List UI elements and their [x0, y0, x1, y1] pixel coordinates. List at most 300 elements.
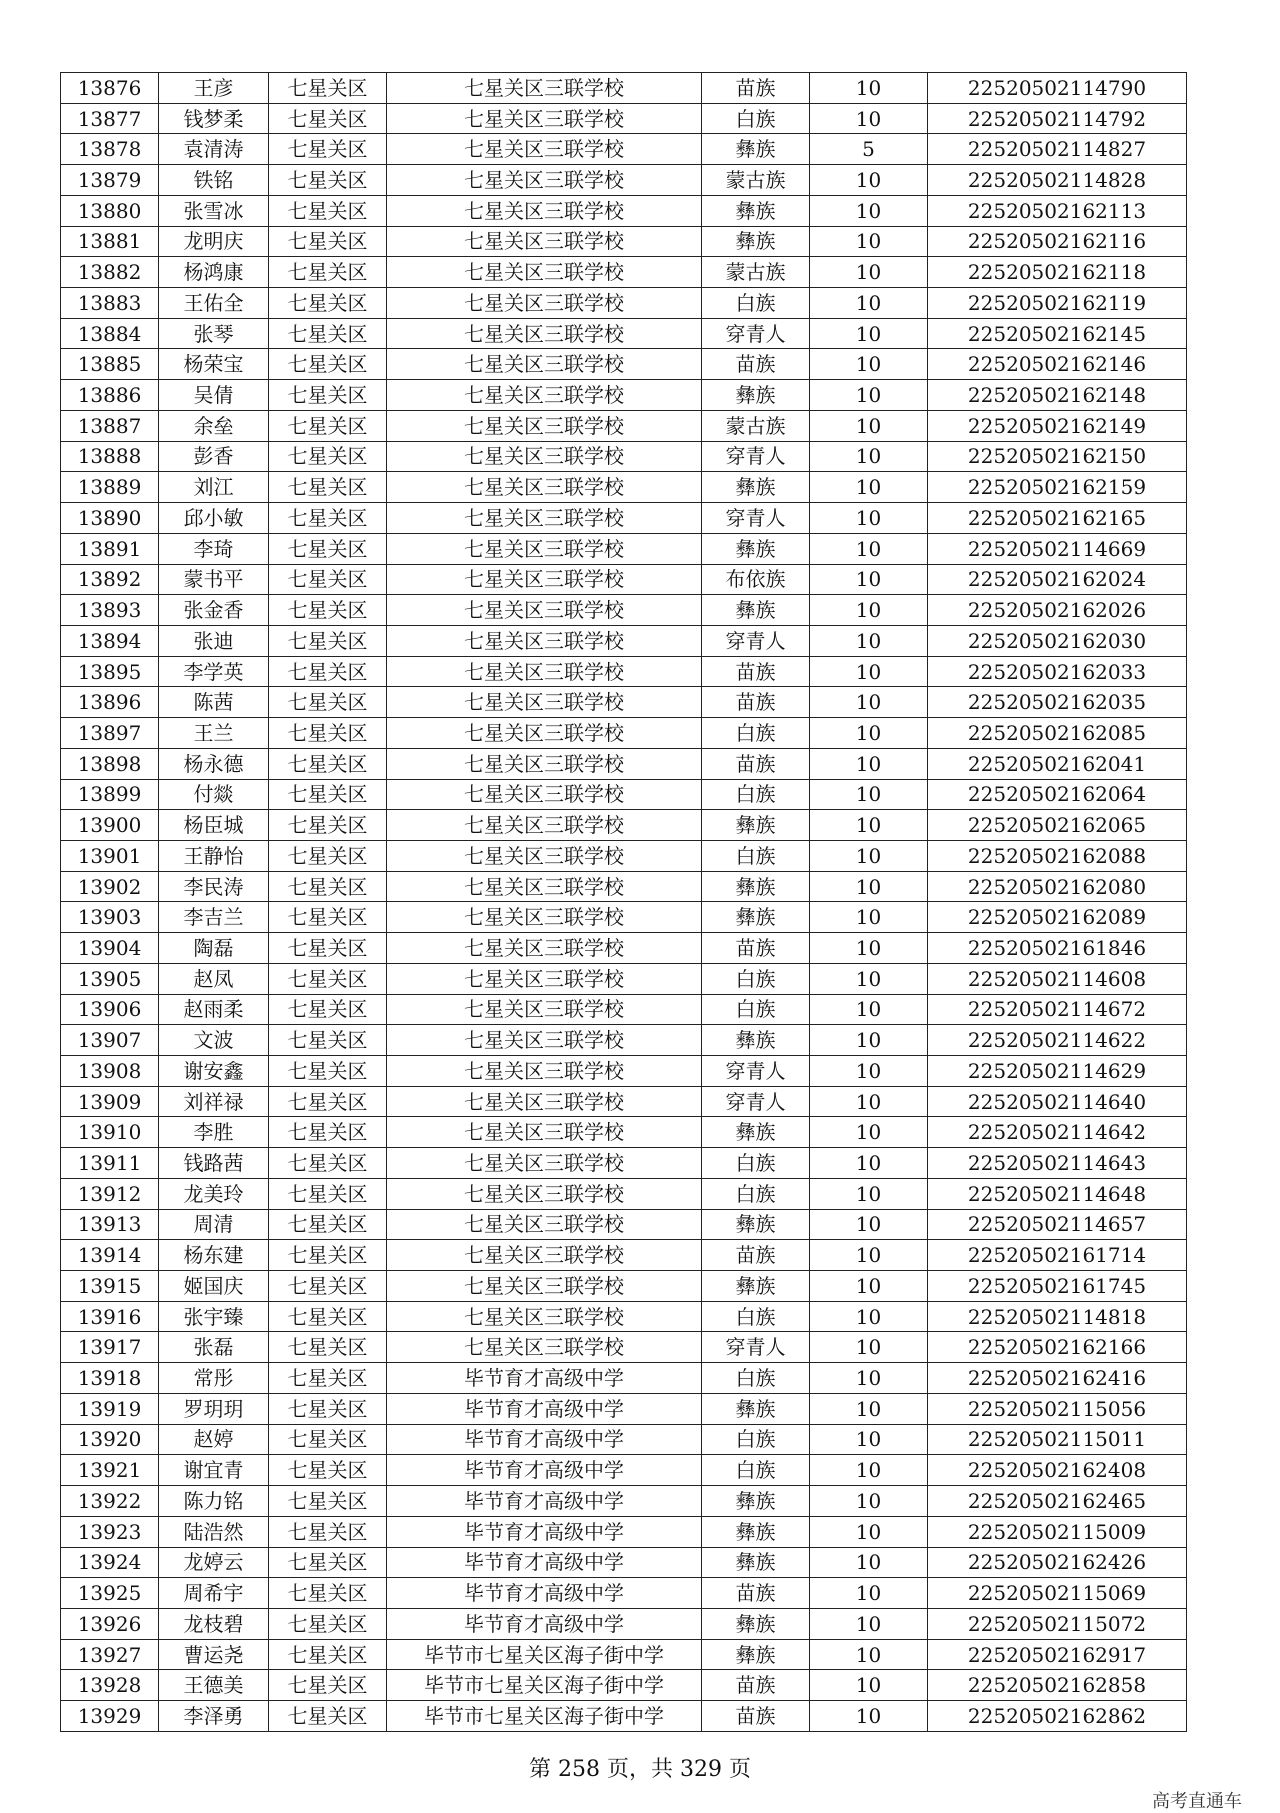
serial-number-cell: 13929	[61, 1701, 159, 1732]
bonus-points-cell: 10	[810, 840, 928, 871]
bonus-points-cell: 10	[810, 933, 928, 964]
district-cell: 七星关区	[269, 472, 387, 503]
school-name-cell: 毕节育才高级中学	[387, 1516, 702, 1547]
bonus-points-cell: 10	[810, 165, 928, 196]
ethnicity-cell: 白族	[702, 1363, 810, 1394]
table-row	[61, 1271, 1187, 1302]
school-name-cell: 毕节育才高级中学	[387, 1578, 702, 1609]
student-name-cell: 余垒	[159, 410, 269, 441]
district-cell: 七星关区	[269, 779, 387, 810]
district-cell: 七星关区	[269, 687, 387, 718]
school-name-cell: 七星关区三联学校	[387, 994, 702, 1025]
bonus-points-cell: 10	[810, 748, 928, 779]
exam-number-cell: 22520502162080	[928, 871, 1187, 902]
bonus-points-cell: 10	[810, 195, 928, 226]
bonus-points-cell: 10	[810, 1240, 928, 1271]
district-cell: 七星关区	[269, 441, 387, 472]
table-row	[61, 994, 1187, 1025]
bonus-points-cell: 10	[810, 810, 928, 841]
page-number-label: 第 258 页，共 329 页	[529, 1757, 751, 1782]
ethnicity-cell: 白族	[702, 994, 810, 1025]
bonus-points-cell: 5	[810, 134, 928, 165]
bonus-points-cell: 10	[810, 1086, 928, 1117]
student-name-cell: 杨臣城	[159, 810, 269, 841]
table-row	[61, 718, 1187, 749]
student-name-cell: 钱梦柔	[159, 103, 269, 134]
student-name-cell: 赵凤	[159, 963, 269, 994]
district-cell: 七星关区	[269, 1455, 387, 1486]
student-name-cell: 铁铭	[159, 165, 269, 196]
school-name-cell: 七星关区三联学校	[387, 840, 702, 871]
ethnicity-cell: 彝族	[702, 810, 810, 841]
bonus-points-cell: 10	[810, 472, 928, 503]
exam-number-cell: 22520502162149	[928, 410, 1187, 441]
student-name-cell: 刘祥禄	[159, 1086, 269, 1117]
serial-number-cell: 13926	[61, 1608, 159, 1639]
serial-number-cell: 13899	[61, 779, 159, 810]
bonus-points-cell: 10	[810, 1516, 928, 1547]
district-cell: 七星关区	[269, 994, 387, 1025]
exam-number-cell: 22520502115072	[928, 1608, 1187, 1639]
ethnicity-cell: 彝族	[702, 1209, 810, 1240]
student-name-cell: 赵雨柔	[159, 994, 269, 1025]
exam-number-cell: 22520502162024	[928, 564, 1187, 595]
district-cell: 七星关区	[269, 810, 387, 841]
ethnicity-cell: 苗族	[702, 73, 810, 104]
exam-number-cell: 22520502162159	[928, 472, 1187, 503]
ethnicity-cell: 白族	[702, 1148, 810, 1179]
ethnicity-cell: 穿青人	[702, 625, 810, 656]
ethnicity-cell: 白族	[702, 779, 810, 810]
school-name-cell: 七星关区三联学校	[387, 318, 702, 349]
district-cell: 七星关区	[269, 1056, 387, 1087]
school-name-cell: 七星关区三联学校	[387, 165, 702, 196]
exam-number-cell: 22520502162088	[928, 840, 1187, 871]
ethnicity-cell: 苗族	[702, 656, 810, 687]
student-name-cell: 曹运尧	[159, 1639, 269, 1670]
district-cell: 七星关区	[269, 1393, 387, 1424]
school-name-cell: 七星关区三联学校	[387, 748, 702, 779]
bonus-points-cell: 10	[810, 625, 928, 656]
school-name-cell: 毕节育才高级中学	[387, 1424, 702, 1455]
table-row	[61, 1025, 1187, 1056]
student-name-cell: 张宇臻	[159, 1301, 269, 1332]
bonus-points-cell: 10	[810, 1608, 928, 1639]
school-name-cell: 七星关区三联学校	[387, 656, 702, 687]
student-name-cell: 陈茜	[159, 687, 269, 718]
table-row	[61, 226, 1187, 257]
ethnicity-cell: 彝族	[702, 595, 810, 626]
exam-number-cell: 22520502162116	[928, 226, 1187, 257]
serial-number-cell: 13889	[61, 472, 159, 503]
school-name-cell: 七星关区三联学校	[387, 1086, 702, 1117]
school-name-cell: 七星关区三联学校	[387, 902, 702, 933]
ethnicity-cell: 苗族	[702, 349, 810, 380]
ethnicity-cell: 苗族	[702, 1670, 810, 1701]
bonus-points-cell: 10	[810, 226, 928, 257]
bonus-points-cell: 10	[810, 1025, 928, 1056]
school-name-cell: 七星关区三联学校	[387, 503, 702, 534]
school-name-cell: 七星关区三联学校	[387, 687, 702, 718]
school-name-cell: 七星关区三联学校	[387, 73, 702, 104]
table-row	[61, 902, 1187, 933]
student-name-cell: 吴倩	[159, 380, 269, 411]
serial-number-cell: 13877	[61, 103, 159, 134]
school-name-cell: 毕节市七星关区海子街中学	[387, 1701, 702, 1732]
bonus-points-cell: 10	[810, 1670, 928, 1701]
serial-number-cell: 13908	[61, 1056, 159, 1087]
student-name-cell: 谢安鑫	[159, 1056, 269, 1087]
district-cell: 七星关区	[269, 871, 387, 902]
student-name-cell: 李吉兰	[159, 902, 269, 933]
ethnicity-cell: 穿青人	[702, 1086, 810, 1117]
student-name-cell: 赵婷	[159, 1424, 269, 1455]
exam-number-cell: 22520502114642	[928, 1117, 1187, 1148]
table-row	[61, 1578, 1187, 1609]
bonus-points-cell: 10	[810, 503, 928, 534]
district-cell: 七星关区	[269, 748, 387, 779]
school-name-cell: 七星关区三联学校	[387, 595, 702, 626]
district-cell: 七星关区	[269, 318, 387, 349]
exam-number-cell: 22520502162858	[928, 1670, 1187, 1701]
school-name-cell: 七星关区三联学校	[387, 1025, 702, 1056]
bonus-points-cell: 10	[810, 103, 928, 134]
school-name-cell: 七星关区三联学校	[387, 963, 702, 994]
district-cell: 七星关区	[269, 564, 387, 595]
school-name-cell: 七星关区三联学校	[387, 257, 702, 288]
bonus-points-cell: 10	[810, 1393, 928, 1424]
serial-number-cell: 13893	[61, 595, 159, 626]
serial-number-cell: 13894	[61, 625, 159, 656]
table-row	[61, 349, 1187, 380]
serial-number-cell: 13907	[61, 1025, 159, 1056]
student-name-cell: 邱小敏	[159, 503, 269, 534]
student-name-cell: 杨东建	[159, 1240, 269, 1271]
bonus-points-cell: 10	[810, 1424, 928, 1455]
district-cell: 七星关区	[269, 1639, 387, 1670]
serial-number-cell: 13923	[61, 1516, 159, 1547]
bonus-points-cell: 10	[810, 1301, 928, 1332]
ethnicity-cell: 白族	[702, 1424, 810, 1455]
school-name-cell: 七星关区三联学校	[387, 195, 702, 226]
student-name-cell: 袁清涛	[159, 134, 269, 165]
table-row	[61, 1701, 1187, 1732]
student-name-cell: 龙婷云	[159, 1547, 269, 1578]
ethnicity-cell: 穿青人	[702, 441, 810, 472]
district-cell: 七星关区	[269, 1240, 387, 1271]
district-cell: 七星关区	[269, 503, 387, 534]
exam-number-cell: 22520502162113	[928, 195, 1187, 226]
exam-number-cell: 22520502162065	[928, 810, 1187, 841]
district-cell: 七星关区	[269, 165, 387, 196]
exam-number-cell: 22520502162030	[928, 625, 1187, 656]
table-row	[61, 1332, 1187, 1363]
serial-number-cell: 13925	[61, 1578, 159, 1609]
ethnicity-cell: 白族	[702, 718, 810, 749]
ethnicity-cell: 彝族	[702, 380, 810, 411]
serial-number-cell: 13909	[61, 1086, 159, 1117]
table-row	[61, 472, 1187, 503]
exam-number-cell: 22520502162145	[928, 318, 1187, 349]
district-cell: 七星关区	[269, 1117, 387, 1148]
ethnicity-cell: 彝族	[702, 472, 810, 503]
exam-number-cell: 22520502115069	[928, 1578, 1187, 1609]
student-name-cell: 杨鸿康	[159, 257, 269, 288]
ethnicity-cell: 白族	[702, 1301, 810, 1332]
school-name-cell: 七星关区三联学校	[387, 349, 702, 380]
table-row	[61, 779, 1187, 810]
student-name-cell: 罗玥玥	[159, 1393, 269, 1424]
serial-number-cell: 13920	[61, 1424, 159, 1455]
serial-number-cell: 13906	[61, 994, 159, 1025]
table-row	[61, 1117, 1187, 1148]
school-name-cell: 七星关区三联学校	[387, 779, 702, 810]
district-cell: 七星关区	[269, 288, 387, 319]
table-row	[61, 380, 1187, 411]
serial-number-cell: 13928	[61, 1670, 159, 1701]
student-name-cell: 张磊	[159, 1332, 269, 1363]
school-name-cell: 七星关区三联学校	[387, 288, 702, 319]
exam-number-cell: 22520502161745	[928, 1271, 1187, 1302]
school-name-cell: 七星关区三联学校	[387, 625, 702, 656]
district-cell: 七星关区	[269, 656, 387, 687]
table-row	[61, 1547, 1187, 1578]
school-name-cell: 毕节育才高级中学	[387, 1455, 702, 1486]
serial-number-cell: 13922	[61, 1486, 159, 1517]
student-name-cell: 彭香	[159, 441, 269, 472]
table-row	[61, 1178, 1187, 1209]
school-name-cell: 毕节育才高级中学	[387, 1486, 702, 1517]
table-row	[61, 410, 1187, 441]
serial-number-cell: 13891	[61, 533, 159, 564]
ethnicity-cell: 苗族	[702, 933, 810, 964]
serial-number-cell: 13910	[61, 1117, 159, 1148]
bonus-points-cell: 10	[810, 288, 928, 319]
serial-number-cell: 13927	[61, 1639, 159, 1670]
exam-number-cell: 22520502114648	[928, 1178, 1187, 1209]
student-table-body	[61, 73, 1187, 1732]
table-row	[61, 165, 1187, 196]
bonus-points-cell: 10	[810, 318, 928, 349]
district-cell: 七星关区	[269, 195, 387, 226]
table-row	[61, 195, 1187, 226]
district-cell: 七星关区	[269, 718, 387, 749]
ethnicity-cell: 彝族	[702, 902, 810, 933]
ethnicity-cell: 彝族	[702, 1547, 810, 1578]
table-row	[61, 318, 1187, 349]
table-row	[61, 1363, 1187, 1394]
exam-number-cell: 22520502114643	[928, 1148, 1187, 1179]
district-cell: 七星关区	[269, 1332, 387, 1363]
district-cell: 七星关区	[269, 226, 387, 257]
exam-number-cell: 22520502162146	[928, 349, 1187, 380]
student-name-cell: 龙明庆	[159, 226, 269, 257]
exam-number-cell: 22520502162033	[928, 656, 1187, 687]
exam-number-cell: 22520502162118	[928, 257, 1187, 288]
student-table	[60, 72, 1187, 1732]
school-name-cell: 七星关区三联学校	[387, 1117, 702, 1148]
district-cell: 七星关区	[269, 595, 387, 626]
exam-number-cell: 22520502114827	[928, 134, 1187, 165]
table-row	[61, 564, 1187, 595]
ethnicity-cell: 苗族	[702, 1701, 810, 1732]
ethnicity-cell: 蒙古族	[702, 410, 810, 441]
serial-number-cell: 13884	[61, 318, 159, 349]
student-name-cell: 王兰	[159, 718, 269, 749]
bonus-points-cell: 10	[810, 1117, 928, 1148]
serial-number-cell: 13901	[61, 840, 159, 871]
student-name-cell: 陶磊	[159, 933, 269, 964]
bonus-points-cell: 10	[810, 1056, 928, 1087]
exam-number-cell: 22520502162416	[928, 1363, 1187, 1394]
ethnicity-cell: 彝族	[702, 1393, 810, 1424]
district-cell: 七星关区	[269, 1209, 387, 1240]
table-row	[61, 503, 1187, 534]
school-name-cell: 七星关区三联学校	[387, 1332, 702, 1363]
district-cell: 七星关区	[269, 380, 387, 411]
serial-number-cell: 13898	[61, 748, 159, 779]
serial-number-cell: 13924	[61, 1547, 159, 1578]
table-row	[61, 1301, 1187, 1332]
ethnicity-cell: 苗族	[702, 687, 810, 718]
serial-number-cell: 13886	[61, 380, 159, 411]
serial-number-cell: 13883	[61, 288, 159, 319]
exam-number-cell: 22520502162166	[928, 1332, 1187, 1363]
ethnicity-cell: 彝族	[702, 533, 810, 564]
student-name-cell: 王静怡	[159, 840, 269, 871]
student-name-cell: 陆浩然	[159, 1516, 269, 1547]
ethnicity-cell: 彝族	[702, 871, 810, 902]
district-cell: 七星关区	[269, 1547, 387, 1578]
student-name-cell: 杨永德	[159, 748, 269, 779]
exam-number-cell: 22520502114669	[928, 533, 1187, 564]
serial-number-cell: 13911	[61, 1148, 159, 1179]
table-row	[61, 103, 1187, 134]
table-row	[61, 1056, 1187, 1087]
ethnicity-cell: 穿青人	[702, 318, 810, 349]
bonus-points-cell: 10	[810, 257, 928, 288]
exam-number-cell: 22520502114657	[928, 1209, 1187, 1240]
exam-number-cell: 22520502162035	[928, 687, 1187, 718]
serial-number-cell: 13917	[61, 1332, 159, 1363]
student-name-cell: 张迪	[159, 625, 269, 656]
exam-number-cell: 22520502162917	[928, 1639, 1187, 1670]
school-name-cell: 七星关区三联学校	[387, 441, 702, 472]
ethnicity-cell: 苗族	[702, 1240, 810, 1271]
school-name-cell: 七星关区三联学校	[387, 1148, 702, 1179]
student-name-cell: 文波	[159, 1025, 269, 1056]
school-name-cell: 七星关区三联学校	[387, 533, 702, 564]
serial-number-cell: 13888	[61, 441, 159, 472]
bonus-points-cell: 10	[810, 656, 928, 687]
ethnicity-cell: 彝族	[702, 1639, 810, 1670]
ethnicity-cell: 白族	[702, 288, 810, 319]
school-name-cell: 七星关区三联学校	[387, 871, 702, 902]
district-cell: 七星关区	[269, 1701, 387, 1732]
district-cell: 七星关区	[269, 1424, 387, 1455]
school-name-cell: 七星关区三联学校	[387, 1178, 702, 1209]
district-cell: 七星关区	[269, 902, 387, 933]
table-row	[61, 933, 1187, 964]
student-name-cell: 李民涛	[159, 871, 269, 902]
ethnicity-cell: 彝族	[702, 1608, 810, 1639]
exam-number-cell: 22520502161714	[928, 1240, 1187, 1271]
exam-number-cell: 22520502114828	[928, 165, 1187, 196]
watermark-text: 高考直通车	[1152, 1791, 1242, 1812]
bonus-points-cell: 10	[810, 564, 928, 595]
table-row	[61, 1455, 1187, 1486]
student-name-cell: 张金香	[159, 595, 269, 626]
exam-number-cell: 22520502162165	[928, 503, 1187, 534]
student-name-cell: 蒙书平	[159, 564, 269, 595]
serial-number-cell: 13912	[61, 1178, 159, 1209]
district-cell: 七星关区	[269, 1301, 387, 1332]
exam-number-cell: 22520502114629	[928, 1056, 1187, 1087]
serial-number-cell: 13890	[61, 503, 159, 534]
bonus-points-cell: 10	[810, 1209, 928, 1240]
ethnicity-cell: 彝族	[702, 1117, 810, 1148]
exam-number-cell: 22520502162150	[928, 441, 1187, 472]
student-name-cell: 王佑全	[159, 288, 269, 319]
ethnicity-cell: 穿青人	[702, 503, 810, 534]
bonus-points-cell: 10	[810, 73, 928, 104]
bonus-points-cell: 10	[810, 902, 928, 933]
serial-number-cell: 13895	[61, 656, 159, 687]
exam-number-cell: 22520502162119	[928, 288, 1187, 319]
table-row	[61, 656, 1187, 687]
district-cell: 七星关区	[269, 963, 387, 994]
ethnicity-cell: 穿青人	[702, 1332, 810, 1363]
exam-number-cell: 22520502114608	[928, 963, 1187, 994]
student-name-cell: 李泽勇	[159, 1701, 269, 1732]
exam-number-cell: 22520502115056	[928, 1393, 1187, 1424]
district-cell: 七星关区	[269, 134, 387, 165]
table-row	[61, 687, 1187, 718]
table-row	[61, 871, 1187, 902]
serial-number-cell: 13918	[61, 1363, 159, 1394]
school-name-cell: 七星关区三联学校	[387, 472, 702, 503]
table-row	[61, 257, 1187, 288]
student-name-cell: 常彤	[159, 1363, 269, 1394]
table-row	[61, 625, 1187, 656]
bonus-points-cell: 10	[810, 1332, 928, 1363]
bonus-points-cell: 10	[810, 595, 928, 626]
bonus-points-cell: 10	[810, 779, 928, 810]
bonus-points-cell: 10	[810, 1578, 928, 1609]
table-row	[61, 748, 1187, 779]
district-cell: 七星关区	[269, 1025, 387, 1056]
school-name-cell: 毕节育才高级中学	[387, 1363, 702, 1394]
exam-number-cell: 22520502114622	[928, 1025, 1187, 1056]
table-row	[61, 1086, 1187, 1117]
table-row	[61, 1670, 1187, 1701]
exam-number-cell: 22520502162089	[928, 902, 1187, 933]
serial-number-cell: 13885	[61, 349, 159, 380]
bonus-points-cell: 10	[810, 533, 928, 564]
student-name-cell: 王德美	[159, 1670, 269, 1701]
student-name-cell: 钱路茜	[159, 1148, 269, 1179]
bonus-points-cell: 10	[810, 687, 928, 718]
serial-number-cell: 13876	[61, 73, 159, 104]
exam-number-cell: 22520502162426	[928, 1547, 1187, 1578]
school-name-cell: 七星关区三联学校	[387, 1240, 702, 1271]
table-row	[61, 73, 1187, 104]
exam-number-cell: 22520502162148	[928, 380, 1187, 411]
ethnicity-cell: 白族	[702, 1178, 810, 1209]
serial-number-cell: 13902	[61, 871, 159, 902]
ethnicity-cell: 白族	[702, 840, 810, 871]
exam-number-cell: 22520502114818	[928, 1301, 1187, 1332]
